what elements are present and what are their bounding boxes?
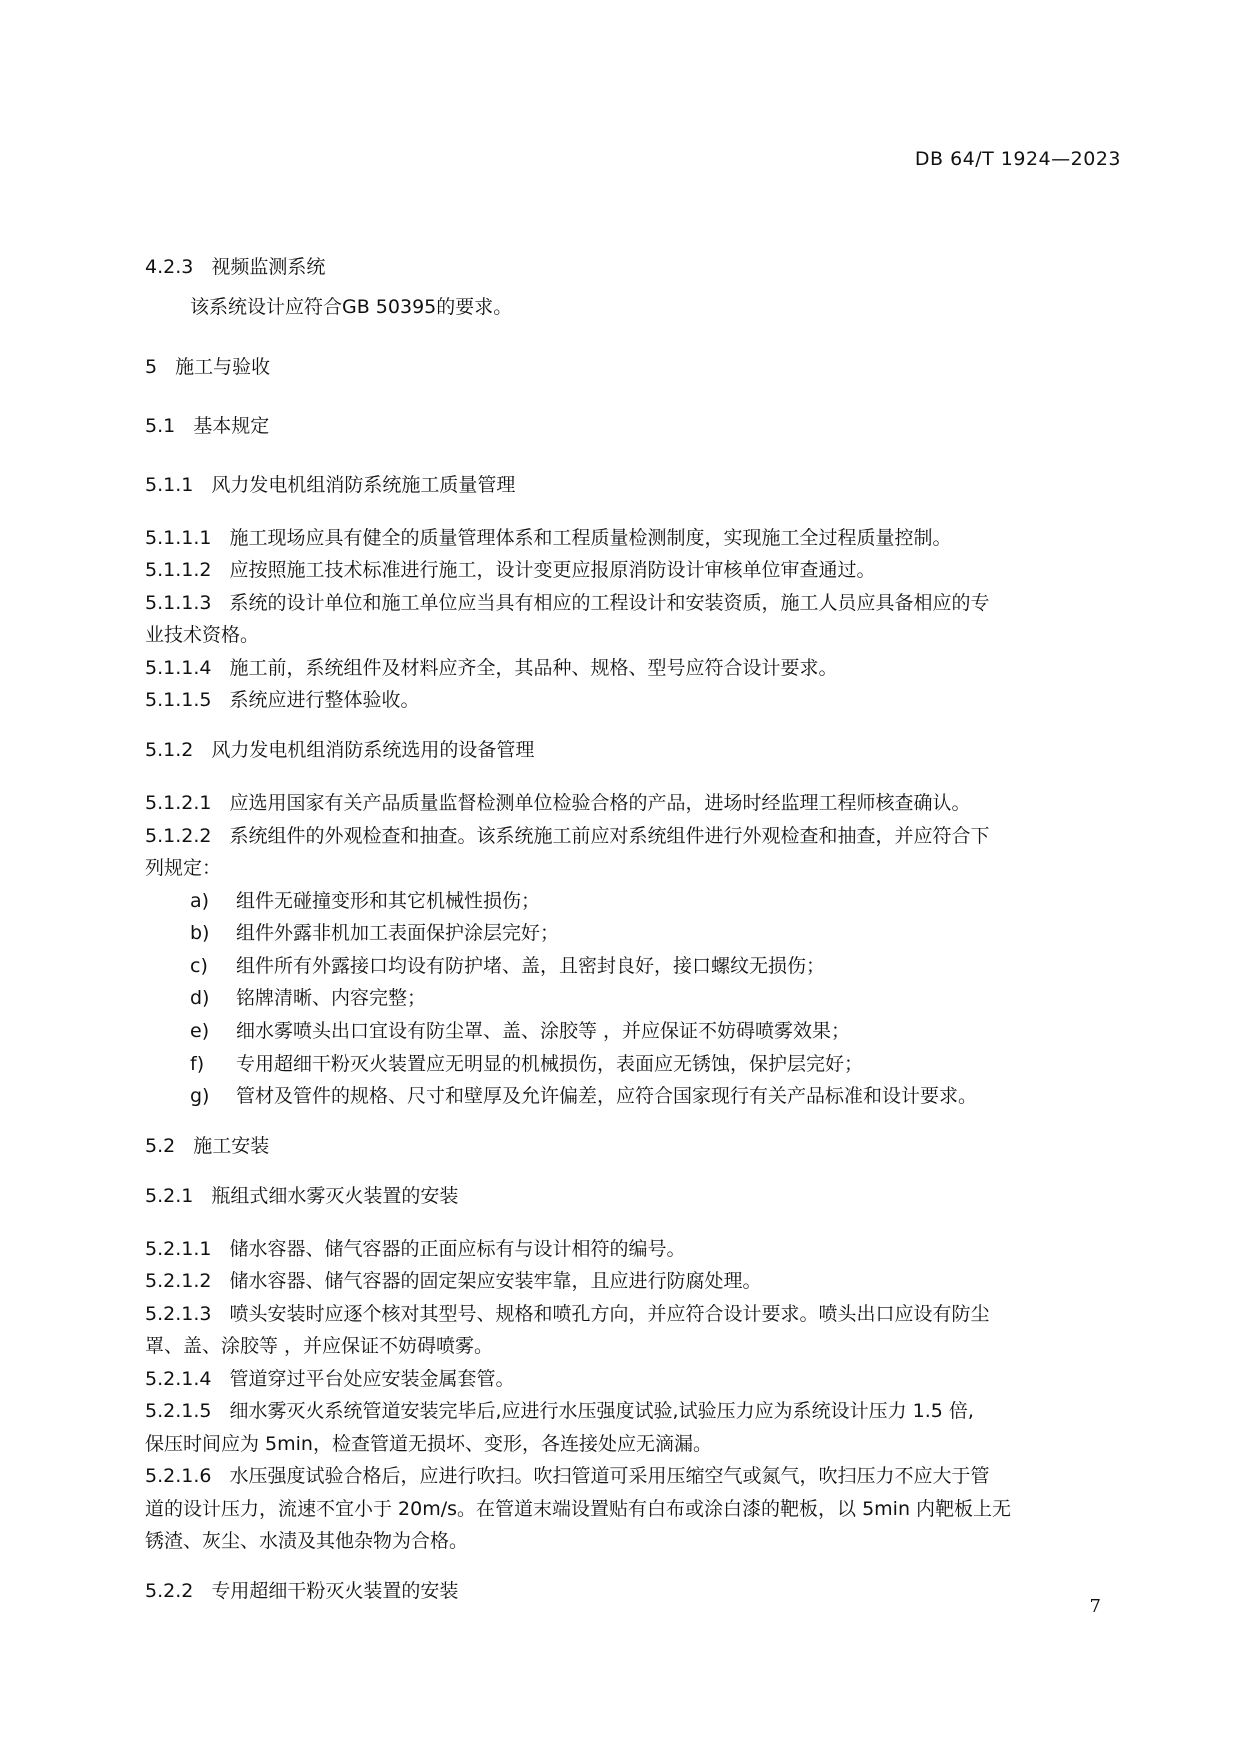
- section-title: 视频监测系统: [211, 256, 326, 278]
- section-title: 风力发电机组消防系统施工质量管理: [211, 474, 516, 496]
- clause-5-1-1-4: [145, 653, 1125, 683]
- clause-continuation: 锈渣、灰尘、水渍及其他杂物为合格。: [145, 1530, 469, 1552]
- clause-text: 管道穿过平台处应安装金属套管。: [229, 1368, 515, 1390]
- list-item-marker: d): [190, 987, 210, 1009]
- clause-number: 5.1.1.1: [145, 527, 212, 549]
- clause-text: 施工前，系统组件及材料应齐全，其品种、规格、型号应符合设计要求。: [229, 657, 838, 679]
- clause-number: 5.2.1.2: [145, 1270, 212, 1292]
- clause-number: 5.1.2.2: [145, 825, 212, 847]
- section-heading-5: [145, 352, 1125, 382]
- section-heading-5-2-2: [145, 1576, 1125, 1606]
- clause-text: 储水容器、储气容器的固定架应安装牢靠，且应进行防腐处理。: [229, 1270, 762, 1292]
- list-item: 管材及管件的规格、尺寸和壁厚及允许偏差，应符合国家现行有关产品标准和设计要求。: [236, 1085, 978, 1107]
- list-item-marker: b): [190, 922, 210, 944]
- section-title: 风力发电机组消防系统选用的设备管理: [211, 739, 535, 761]
- clause-5-1-2-1: [145, 788, 1125, 818]
- section-title: 施工与验收: [175, 356, 271, 378]
- section-heading-4-2-3: [145, 252, 1125, 282]
- section-title: 专用超细干粉灭火装置的安装: [211, 1580, 459, 1602]
- clause-5-1-1-1: [145, 523, 1125, 553]
- section-heading-5-1: [145, 411, 1125, 441]
- clause-5-2-1-6: [145, 1461, 1125, 1491]
- section-number: 5.2.2: [145, 1580, 194, 1602]
- section-heading-5-2-1: [145, 1181, 1125, 1211]
- clause-5-2-1-1: [145, 1234, 1125, 1264]
- list-item: 细水雾喷头出口宜设有防尘罩、盖、涂胶等 ，并应保证不妨碍喷雾效果；: [236, 1020, 851, 1042]
- clause-continuation: 业技术资格。: [145, 624, 260, 646]
- clause-number: 5.2.1.3: [145, 1303, 212, 1325]
- clause-number: 5.1.2.1: [145, 792, 212, 814]
- clause-text: 系统的设计单位和施工单位应当具有相应的工程设计和安装资质，施工人员应具备相应的专: [229, 592, 990, 614]
- clause-number: 5.2.1.1: [145, 1238, 212, 1260]
- clause-text: 应按照施工技术标准进行施工，设计变更应报原消防设计审核单位审查通过。: [229, 559, 876, 581]
- clause-5-2-1-3: [145, 1299, 1125, 1329]
- section-number: 5.2: [145, 1135, 176, 1157]
- clause-text: 应选用国家有关产品质量监督检测单位检验合格的产品，进场时经监理工程师核查确认。: [229, 792, 971, 814]
- clause-5-1-1-3: [145, 588, 1125, 618]
- section-body-4-2-3: 该系统设计应符合GB 50395的要求。: [190, 296, 513, 318]
- clause-number: 5.2.1.5: [145, 1400, 212, 1422]
- clause-continuation: 罩、盖、涂胶等 ，并应保证不妨碍喷雾。: [145, 1335, 494, 1357]
- clause-number: 5.1.1.4: [145, 657, 212, 679]
- clause-number: 5.2.1.6: [145, 1465, 212, 1487]
- list-item-marker: e): [190, 1020, 210, 1042]
- section-number: 5: [145, 356, 158, 378]
- page-number: 7: [1089, 1596, 1101, 1617]
- clause-5-1-1-5: [145, 685, 1125, 715]
- clause-text: 喷头安装时应逐个核对其型号、规格和喷孔方向，并应符合设计要求。喷头出口应设有防尘: [229, 1303, 990, 1325]
- section-number: 5.1.2: [145, 739, 194, 761]
- clause-number: 5.1.1.3: [145, 592, 212, 614]
- clause-5-2-1-2: [145, 1266, 1125, 1296]
- clause-5-1-2-2: [145, 821, 1125, 851]
- list-item: 专用超细干粉灭火装置应无明显的机械损伤，表面应无锈蚀，保护层完好；: [236, 1053, 864, 1075]
- section-number: 4.2.3: [145, 256, 194, 278]
- list-item-marker: a): [190, 890, 210, 912]
- list-item-marker: g): [190, 1085, 210, 1107]
- clause-text: 细水雾灭火系统管道安装完毕后,应进行水压强度试验,试验压力应为系统设计压力 1.5 倍,: [229, 1400, 974, 1422]
- section-heading-5-1-1: [145, 470, 1125, 500]
- clause-continuation: 列规定：: [145, 857, 222, 879]
- list-item: 组件外露非机加工表面保护涂层完好；: [236, 922, 560, 944]
- list-item: 组件所有外露接口均设有防护堵、盖，且密封良好，接口螺纹无损伤；: [236, 955, 826, 977]
- section-title: 瓶组式细水雾灭火装置的安装: [211, 1185, 459, 1207]
- clause-text: 系统组件的外观检查和抽查。该系统施工前应对系统组件进行外观检查和抽查，并应符合下: [229, 825, 990, 847]
- section-number: 5.1: [145, 415, 176, 437]
- section-title: 基本规定: [193, 415, 270, 437]
- clause-5-2-1-5: [145, 1396, 1125, 1426]
- clause-5-2-1-4: [145, 1364, 1125, 1394]
- clause-number: 5.2.1.4: [145, 1368, 212, 1390]
- clause-5-1-1-2: [145, 555, 1125, 585]
- list-item: 铭牌清晰、内容完整；: [236, 987, 427, 1009]
- list-item-marker: c): [190, 955, 208, 977]
- clause-text: 水压强度试验合格后，应进行吹扫。吹扫管道可采用压缩空气或氮气，吹扫压力不应大于管: [229, 1465, 990, 1487]
- clause-number: 5.1.1.2: [145, 559, 212, 581]
- clause-continuation: 保压时间应为 5min，检查管道无损坏、变形，各连接处应无滴漏。: [145, 1433, 712, 1455]
- clause-text: 施工现场应具有健全的质量管理体系和工程质量检测制度，实现施工全过程质量控制。: [229, 527, 952, 549]
- section-heading-5-2: [145, 1131, 1125, 1161]
- section-number: 5.1.1: [145, 474, 194, 496]
- list-item: 组件无碰撞变形和其它机械性损伤；: [236, 890, 541, 912]
- list-item-marker: f): [190, 1053, 205, 1075]
- clause-number: 5.1.1.5: [145, 689, 212, 711]
- clause-continuation: 道的设计压力，流速不宜小于 20m/s。在管道末端设置贴有白布或涂白漆的靶板，以 5min 内靶板上无: [145, 1498, 1012, 1520]
- section-number: 5.2.1: [145, 1185, 194, 1207]
- clause-text: 储水容器、储气容器的正面应标有与设计相符的编号。: [229, 1238, 686, 1260]
- standard-code: DB 64/T 1924—2023: [914, 148, 1121, 170]
- section-title: 施工安装: [193, 1135, 270, 1157]
- clause-text: 系统应进行整体验收。: [229, 689, 420, 711]
- section-heading-5-1-2: [145, 735, 1125, 765]
